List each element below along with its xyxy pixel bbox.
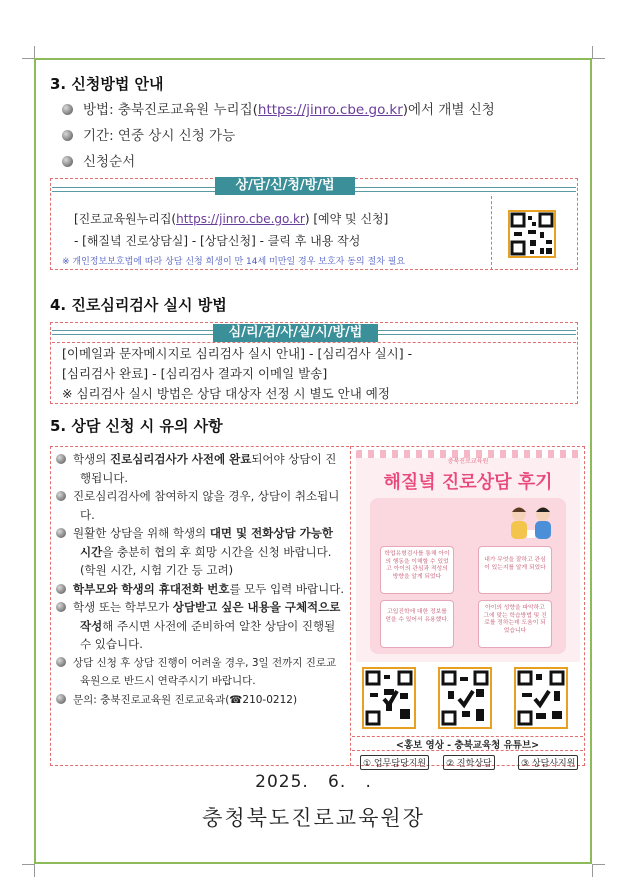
notice-list bbox=[56, 450, 346, 709]
apply-line2: - [해질녘 진로상담실] - [상담신청] - 클릭 후 내용 작성 bbox=[74, 234, 361, 248]
crop-mark bbox=[22, 864, 35, 877]
test-line2: [심리검사 완료] - [심리검사 결과지 이메일 발송] bbox=[62, 366, 328, 381]
crop-mark bbox=[592, 46, 605, 59]
poster-title: 해질녘 진로상담 후기 bbox=[383, 472, 553, 493]
nurijip-link-2[interactable]: https://jinro.cbe.go.kr bbox=[176, 212, 305, 226]
bullet-icon bbox=[56, 657, 66, 667]
video-caption: <홍보 영상 - 충북교육청 유튜브> bbox=[395, 740, 540, 751]
bullet-icon bbox=[56, 694, 66, 704]
test-method-title: 심/리/검/사/실/시/방/법 bbox=[213, 324, 378, 342]
crop-mark bbox=[592, 864, 605, 877]
privacy-note: ※ 개인정보보호법에 따라 상담 신청 희생이 만 14세 미만일 경우 보호자 동의 절차 필요 bbox=[62, 257, 406, 267]
nurijip-link[interactable]: https://jinro.cbe.go.kr bbox=[257, 102, 403, 118]
review-card: 내가 무엇을 잘하고 관심이 있는지를 알게 되었다 bbox=[478, 546, 552, 594]
qr-label-1: ① 업무담당지원 bbox=[360, 751, 429, 770]
bullet-icon bbox=[56, 602, 66, 612]
qr-video-2[interactable] bbox=[438, 667, 492, 729]
bullet-icon bbox=[56, 528, 66, 538]
section5-heading: 5. 상담 신청 시 유의 사항 bbox=[50, 417, 223, 435]
doc-signature: 충청북도진로교육원장 bbox=[202, 806, 425, 830]
qr-code-apply[interactable] bbox=[508, 210, 556, 258]
review-card: 학업유형검사를 통해 아이의 행동을 이해할 수 있었고 아이의 관심과 적성의 방향을 알게 되었다 bbox=[380, 546, 454, 594]
review-poster bbox=[356, 450, 580, 662]
section4-heading: 4. 진로심리검사 실시 방법 bbox=[50, 296, 227, 314]
notice-item: 문의: 충북진로교육원 진로교육과(☎210-0212) bbox=[56, 691, 346, 710]
review-card: 고입진학에 대한 정보를 얻을 수 있어서 유용했다. bbox=[380, 600, 454, 648]
bullet-icon bbox=[56, 584, 66, 594]
bullet-icon bbox=[62, 104, 73, 115]
qr-label-3: ③ 상담사지원 bbox=[518, 751, 578, 770]
notice-item: 원활한 상담을 위해 학생의 대면 및 전화상담 가능한 시간을 충분히 협의 후 희망 시간을 신청 바랍니다. (학원 시간, 시험 기간 등 고려) bbox=[56, 524, 346, 580]
qr-label-2: ② 진학상담 bbox=[443, 751, 495, 770]
divider bbox=[52, 342, 576, 343]
bullet-icon bbox=[62, 130, 73, 141]
apply-method-title: 상/담/신/청/방/법 bbox=[215, 177, 355, 195]
illustration-icon bbox=[501, 502, 561, 542]
apply-line1: [진로교육원누리집(https://jinro.cbe.go.kr) [예약 및 신청] bbox=[74, 212, 389, 226]
notice-item: 학생 또는 학부모가 상담받고 싶은 내용을 구체적으로 작성해 주시면 사전에 준비하여 알찬 상담이 진행될 수 있습니다. bbox=[56, 598, 346, 654]
order-line: 신청순서 bbox=[62, 150, 135, 170]
bullet-icon bbox=[56, 491, 66, 501]
bullet-icon bbox=[62, 156, 73, 167]
test-line3: ※ 심리검사 실시 방법은 상담 대상자 선정 시 별도 안내 예정 bbox=[62, 386, 390, 401]
notice-item: 상담 신청 후 상담 진행이 어려울 경우, 3일 전까지 진로교육원으로 반드시 연락주시기 바랍니다. bbox=[56, 654, 346, 691]
period-line: 기간: 연중 상시 신청 가능 bbox=[62, 124, 235, 144]
notice-item: 진로심리검사에 참여하지 않을 경우, 상담이 취소됩니다. bbox=[56, 487, 346, 524]
divider bbox=[350, 446, 351, 766]
method-line: 방법: 충북진로교육원 누리집(https://jinro.cbe.go.kr)에서 개별 신청 bbox=[62, 98, 495, 118]
notice-item: 학부모와 학생의 휴대전화 번호를 모두 입력 바랍니다. bbox=[56, 580, 346, 599]
qr-video-3[interactable] bbox=[514, 667, 568, 729]
section3-heading: 3. 신청방법 안내 bbox=[50, 75, 164, 93]
notice-item: 학생의 진로심리검사가 사전에 완료되어야 상담이 진행됩니다. bbox=[56, 450, 346, 487]
bullet-icon bbox=[56, 454, 66, 464]
qr-video-1[interactable] bbox=[362, 667, 416, 729]
review-card: 아이의 성향을 파악하고 그에 맞는 학습방법 및 진로를 정하는데 도움이 되었습니다 bbox=[478, 600, 552, 648]
test-line1: [이메일과 문자메시지로 심리검사 실시 안내] - [심리검사 실시] - bbox=[62, 346, 413, 361]
doc-date: 2025. 6. . bbox=[255, 772, 372, 792]
poster-kicker: 충북진로교육원 bbox=[447, 458, 489, 465]
